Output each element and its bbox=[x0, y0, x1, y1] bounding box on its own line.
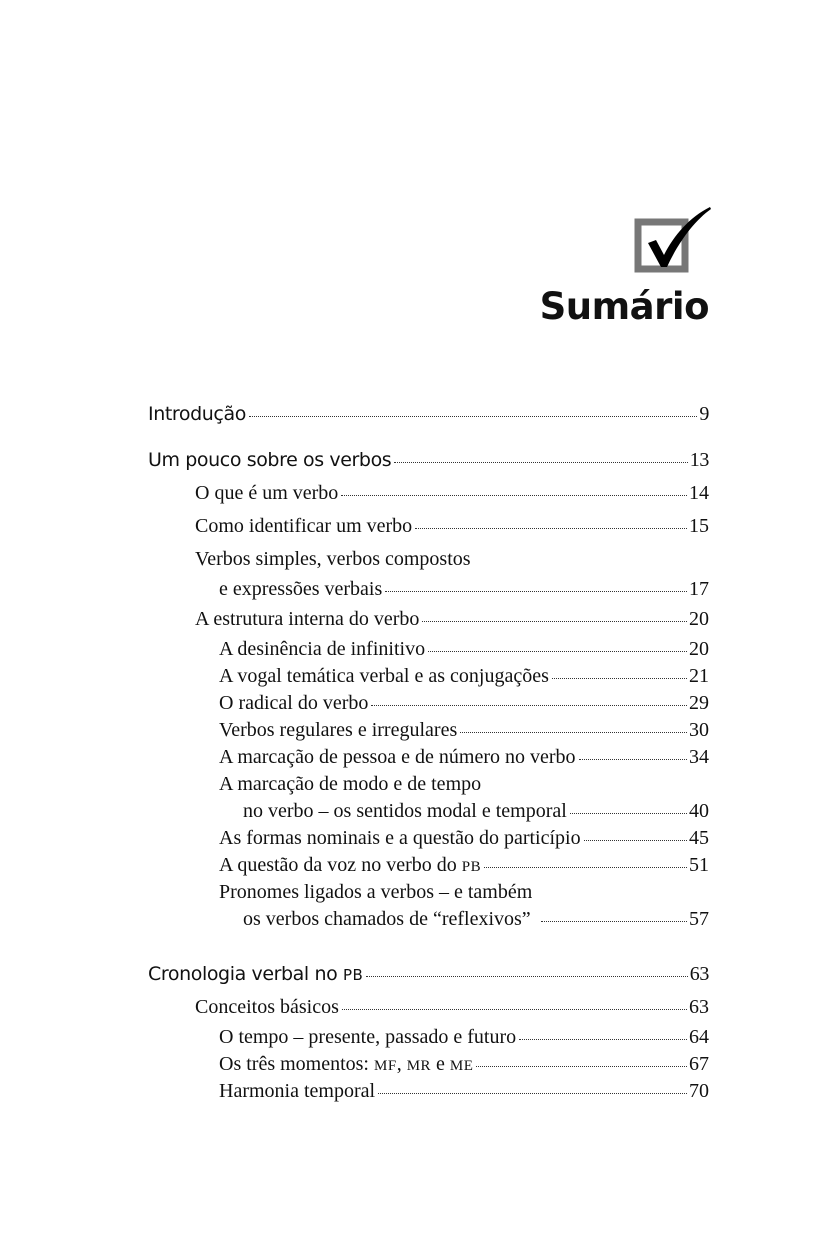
toc-entry-regulares[interactable] bbox=[148, 717, 709, 744]
toc-entry-estrutura-interna[interactable] bbox=[148, 603, 709, 636]
toc-page-number: 67 bbox=[689, 1053, 709, 1075]
toc-entry-verbos-simples[interactable] bbox=[148, 543, 709, 576]
toc-entry-pronomes[interactable] bbox=[148, 879, 709, 906]
toc-entry-title: A marcação de modo e de tempo bbox=[219, 773, 482, 795]
dot-leader bbox=[378, 1093, 687, 1094]
dot-leader bbox=[366, 976, 688, 977]
toc-page-number: 20 bbox=[689, 638, 709, 660]
dot-leader bbox=[394, 462, 688, 463]
toc-page-number: 21 bbox=[689, 665, 709, 687]
table-of-contents bbox=[148, 397, 709, 1105]
toc-page-number: 17 bbox=[689, 578, 709, 600]
dot-leader bbox=[460, 732, 687, 733]
toc-entry-pessoa-numero[interactable] bbox=[148, 744, 709, 771]
toc-entry-introducao[interactable] bbox=[148, 397, 709, 431]
checkbox-check-icon bbox=[634, 205, 712, 277]
toc-entry-voz[interactable] bbox=[148, 852, 709, 879]
dot-leader bbox=[579, 759, 687, 760]
toc-entry-cronologia[interactable] bbox=[148, 957, 709, 991]
dot-leader bbox=[541, 921, 687, 922]
toc-entry-title: os verbos chamados de “reflexivos” bbox=[243, 908, 531, 930]
dot-leader bbox=[484, 867, 687, 868]
abbr-pb: PB bbox=[342, 966, 364, 984]
toc-entry-title: Verbos regulares e irregulares bbox=[219, 719, 458, 741]
toc-entry-modo-tempo-cont[interactable] bbox=[148, 798, 709, 825]
toc-page-number: 45 bbox=[689, 827, 709, 849]
toc-entry-title: Conceitos básicos bbox=[195, 996, 339, 1018]
toc-page-number: 34 bbox=[689, 746, 709, 768]
toc-entry-formas-nominais[interactable] bbox=[148, 825, 709, 852]
toc-entry-title: A vogal temática verbal e as conjugações bbox=[219, 665, 549, 687]
dot-leader bbox=[519, 1039, 687, 1040]
toc-entry-title: Como identificar um verbo bbox=[195, 515, 413, 537]
toc-entry-tres-momentos[interactable] bbox=[148, 1051, 709, 1078]
toc-page-number: 51 bbox=[689, 854, 709, 876]
toc-entry-title: Pronomes ligados a verbos – e também bbox=[219, 881, 533, 903]
toc-entry-conceitos[interactable] bbox=[148, 991, 709, 1024]
toc-page-number: 15 bbox=[689, 515, 709, 537]
dot-leader bbox=[385, 591, 687, 592]
toc-page-number: 40 bbox=[689, 800, 709, 822]
toc-entry-title: O que é um verbo bbox=[195, 482, 339, 504]
toc-entry-title: A marcação de pessoa e de número no verbo bbox=[219, 746, 576, 768]
toc-page-number: 63 bbox=[689, 996, 709, 1018]
toc-entry-title: Verbos simples, verbos compostos bbox=[195, 548, 471, 570]
toc-entry-tempo[interactable] bbox=[148, 1024, 709, 1051]
toc-entry-verbos[interactable] bbox=[148, 443, 709, 477]
dot-leader bbox=[341, 495, 687, 496]
dot-leader bbox=[342, 1009, 687, 1010]
toc-entry-title: e expressões verbais bbox=[219, 578, 383, 600]
toc-entry-harmonia[interactable] bbox=[148, 1078, 709, 1105]
toc-entry-desinencia[interactable] bbox=[148, 636, 709, 663]
toc-page-number: 13 bbox=[689, 449, 709, 471]
page-title: Sumário bbox=[539, 285, 709, 328]
dot-leader bbox=[415, 528, 687, 529]
toc-entry-verbos-simples-cont[interactable] bbox=[148, 576, 709, 603]
dot-leader bbox=[476, 1066, 687, 1067]
toc-entry-title: O radical do verbo bbox=[219, 692, 369, 714]
toc-entry-title: no verbo – os sentidos modal e temporal bbox=[243, 800, 567, 822]
toc-entry-vogal-tematica[interactable] bbox=[148, 663, 709, 690]
toc-entry-title: A desinência de infinitivo bbox=[219, 638, 426, 660]
toc-page-number: 70 bbox=[689, 1080, 709, 1102]
dot-leader bbox=[552, 678, 687, 679]
dot-leader bbox=[371, 705, 687, 706]
toc-entry-pronomes-cont[interactable] bbox=[148, 906, 709, 933]
toc-page-number: 9 bbox=[699, 403, 709, 425]
toc-entry-title: Cronologia verbal no PB bbox=[148, 963, 364, 985]
toc-entry-title: Os três momentos: MF, MR e ME bbox=[219, 1053, 474, 1075]
toc-entry-o-que-e-um-verbo[interactable] bbox=[148, 477, 709, 510]
abbr-pb: PB bbox=[461, 859, 482, 875]
toc-entry-modo-tempo[interactable] bbox=[148, 771, 709, 798]
toc-entry-title: A estrutura interna do verbo bbox=[195, 608, 420, 630]
toc-page-number: 64 bbox=[689, 1026, 709, 1048]
toc-entry-title: O tempo – presente, passado e futuro bbox=[219, 1026, 517, 1048]
toc-page-number: 20 bbox=[689, 608, 709, 630]
toc-entry-title: Harmonia temporal bbox=[219, 1080, 376, 1102]
toc-page-number: 14 bbox=[689, 482, 709, 504]
toc-page-number: 63 bbox=[689, 963, 709, 985]
toc-entry-radical[interactable] bbox=[148, 690, 709, 717]
toc-entry-como-identificar[interactable] bbox=[148, 510, 709, 543]
toc-entry-title: A questão da voz no verbo do PB bbox=[219, 854, 482, 876]
dot-leader bbox=[422, 621, 687, 622]
toc-page-number: 57 bbox=[689, 908, 709, 930]
toc-page-number: 30 bbox=[689, 719, 709, 741]
dot-leader bbox=[428, 651, 687, 652]
dot-leader bbox=[570, 813, 687, 814]
toc-entry-title: As formas nominais e a questão do particípio bbox=[219, 827, 581, 849]
dot-leader bbox=[249, 416, 697, 417]
toc-page-number: 29 bbox=[689, 692, 709, 714]
toc-entry-title: Introdução bbox=[148, 403, 246, 425]
dot-leader bbox=[584, 840, 687, 841]
toc-entry-title: Um pouco sobre os verbos bbox=[148, 449, 392, 471]
